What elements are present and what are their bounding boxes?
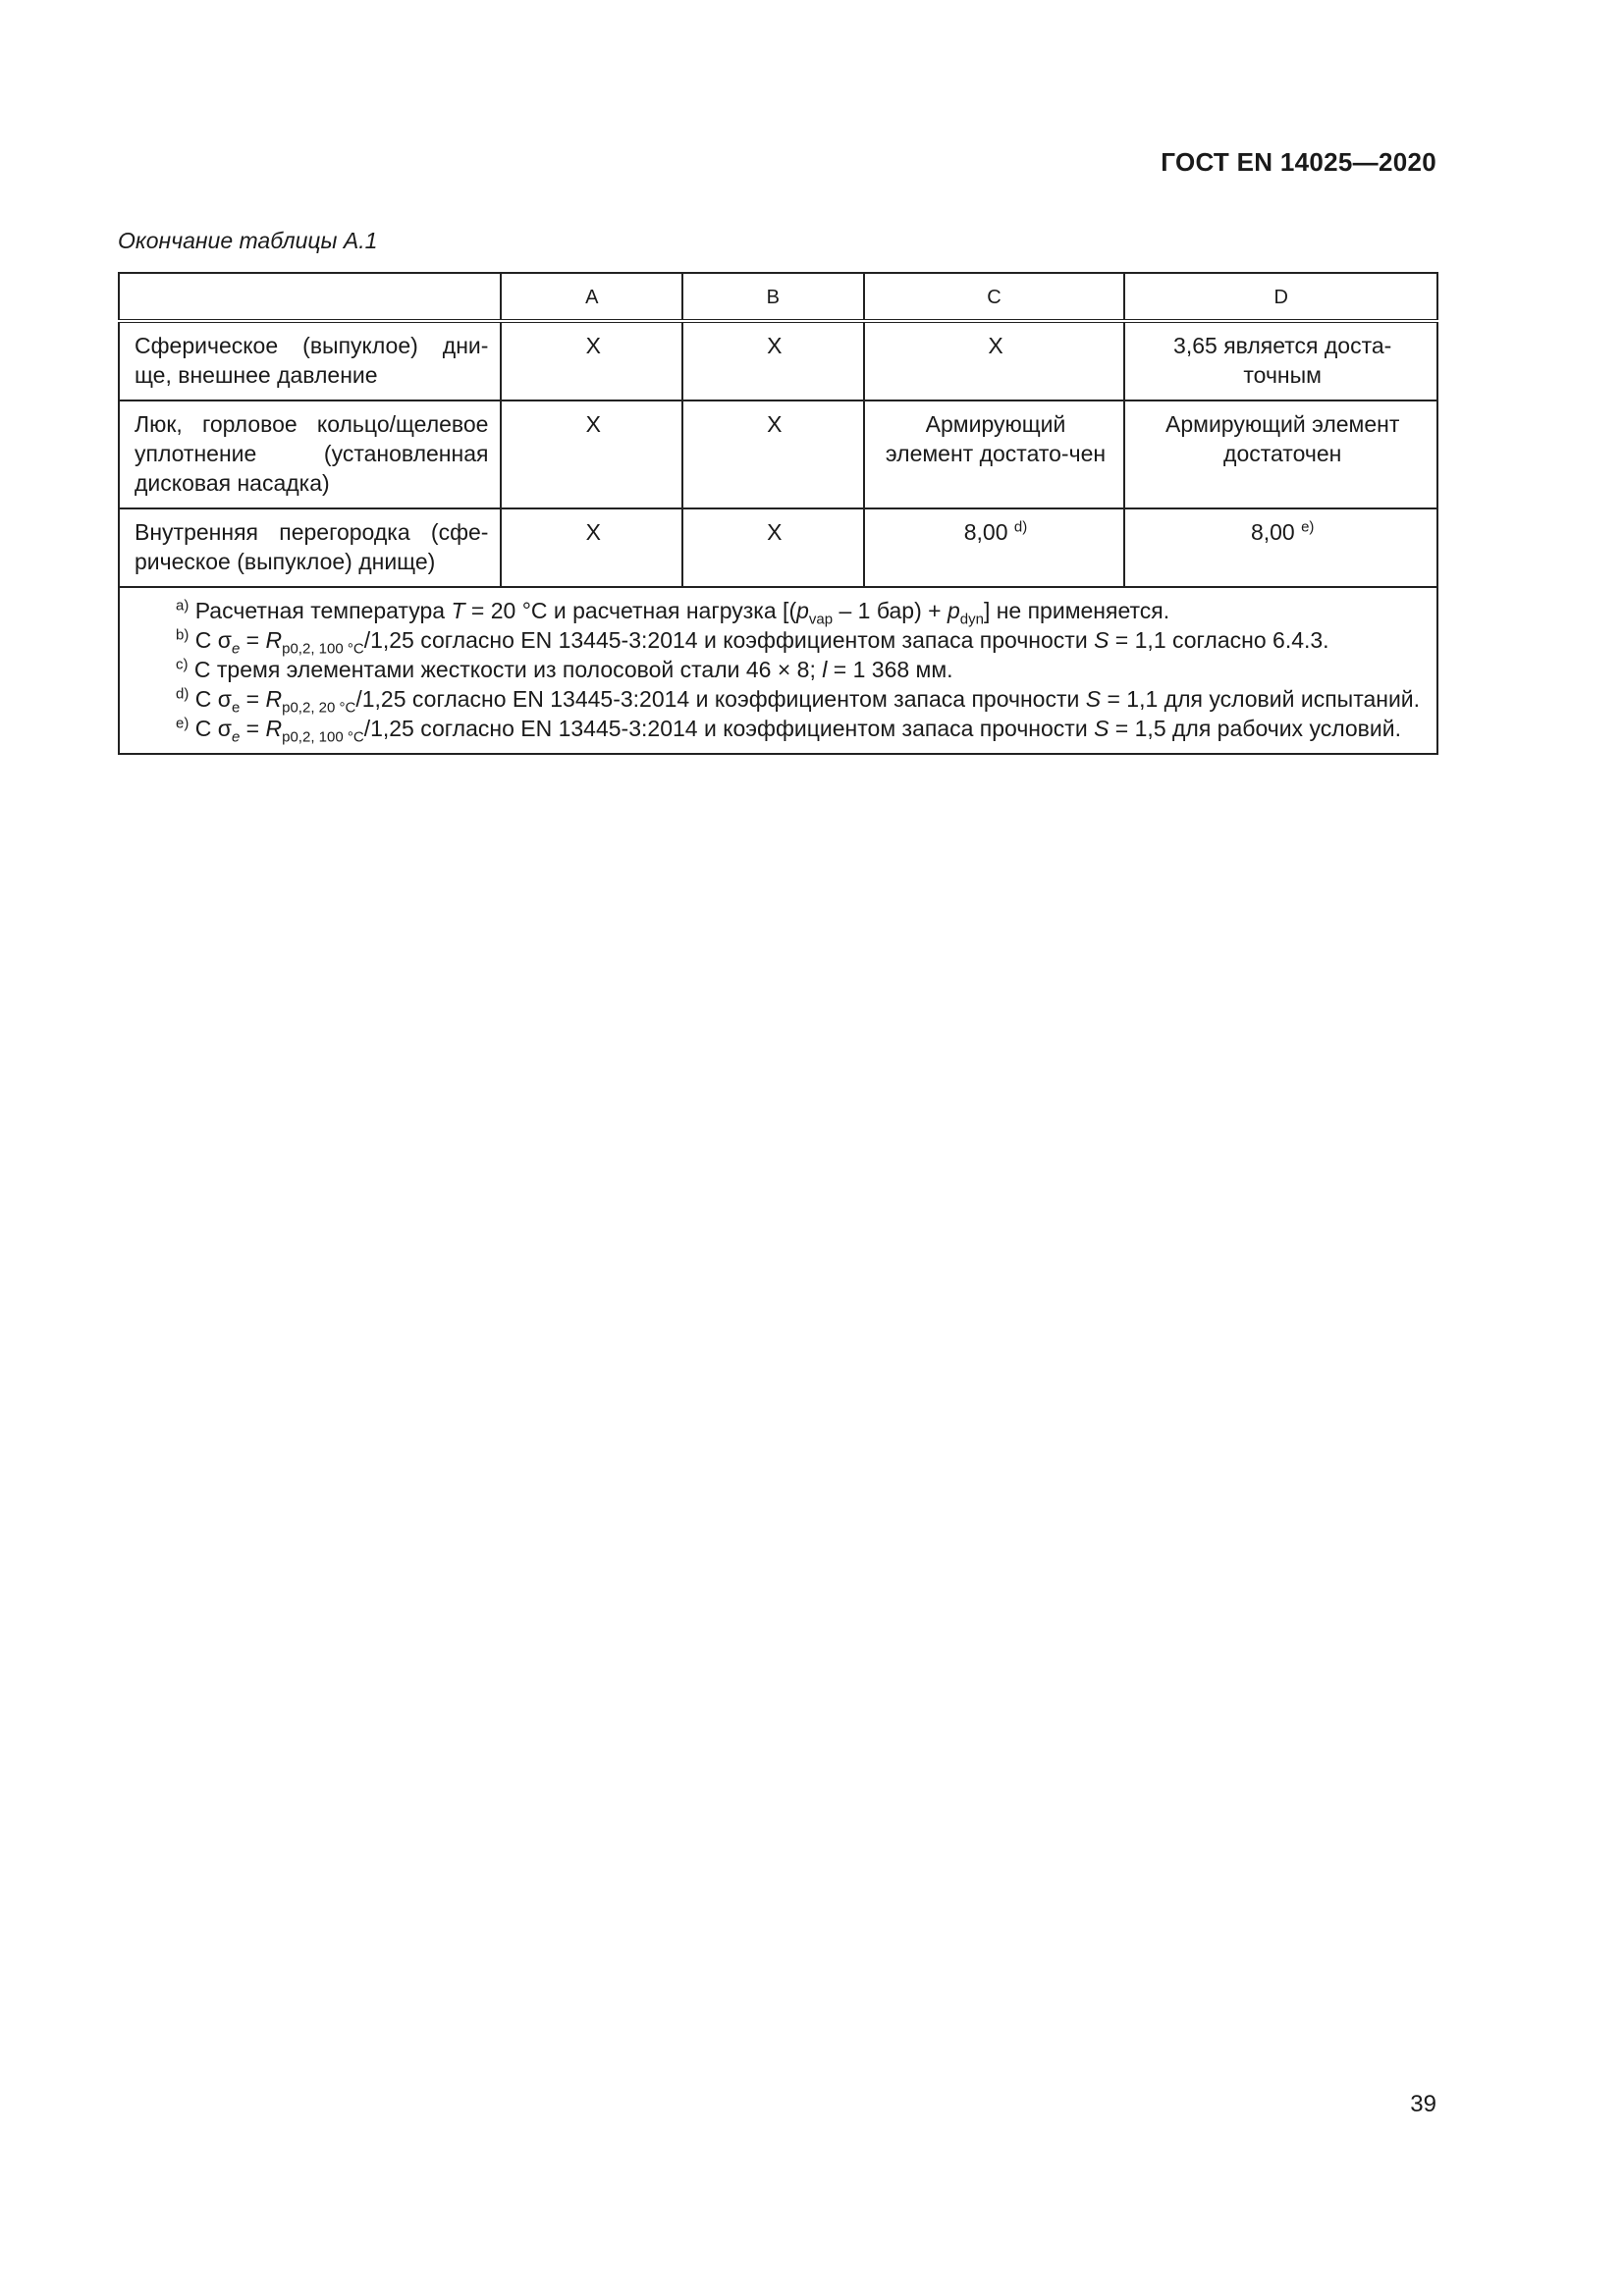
note-c: $^{c)}$ С тремя элементами жесткости из полосовой стали 46 × 8; l = 1 368 мм. [176,656,953,682]
table-row [119,400,1437,508]
cell-b: X [682,508,864,587]
cell-b: X [682,400,864,508]
document-code: ГОСТ EN 14025—2020 [1161,147,1436,177]
note-e: $^{e)}$ С $\sigma_e = R_{p0,2, 100 ^\circ C}/1,25$ согласно EN 13445-3:2014 и коэффициентом запаса прочности S = 1,5 для рабочих условий. [176,715,1401,746]
cell-c-value: 8,00 [963,519,1008,545]
cell-a: X [501,321,682,400]
cell-d: 3,65 является доста-точным [1124,321,1437,400]
table-notes [119,587,1437,754]
data-table [118,272,1438,755]
page-number: 39 [1410,2091,1436,2117]
header-cell-b: B [682,273,864,321]
header-cell-c: C [864,273,1125,321]
row-label: Внутренняя перегородка (сфе-рическое (выпуклое) днище) [119,508,501,587]
cell-d-value: 8,00 [1250,519,1295,545]
table-row [119,508,1437,587]
header-cell-empty [119,273,501,321]
cell-d [1124,508,1437,587]
cell-a: X [501,400,682,508]
note-b: $^{b)}$ С $\sigma_e = R_{p0,2, 100 ^\circ C}/1,25$ согласно EN 13445-3:2014 и коэффициентом запаса прочности S = 1,1 согласно 6.4.3. [176,626,1329,658]
notes-row [119,587,1437,754]
cell-c: X [864,321,1125,400]
header-cell-d: D [1124,273,1437,321]
note-a: $^{a)}$ Расчетная температура T = 20 °C и расчетная нагрузка [($p_{vap} - 1$ $бар) + p_{dyn}$] не применяется. [176,597,1170,628]
note-d: $^{d)}$ С $\sigma_e = R_{p0,2, 20 ^\circ C}/1,25$ согласно EN 13445-3:2014 и коэффициентом запаса прочности S = 1,1 для условий испытаний. [176,685,1421,717]
table-header-row [119,273,1437,321]
table-row [119,321,1437,400]
cell-c: Армирующий элемент достато-чен [864,400,1125,508]
row-label: Сферическое (выпуклое) дни-ще, внешнее давление [119,321,501,400]
cell-b: X [682,321,864,400]
cell-a: X [501,508,682,587]
footnote-ref-e: e) [1301,518,1315,536]
cell-c [864,508,1125,587]
footnote-ref-d: d) [1013,518,1028,536]
header-cell-a: A [501,273,682,321]
row-label: Люк, горловое кольцо/щелевое уплотнение (установленная дисковая насадка) [119,400,501,508]
table-caption: Окончание таблицы А.1 [118,228,378,253]
cell-d: Армирующий элемент достаточен [1124,400,1437,508]
